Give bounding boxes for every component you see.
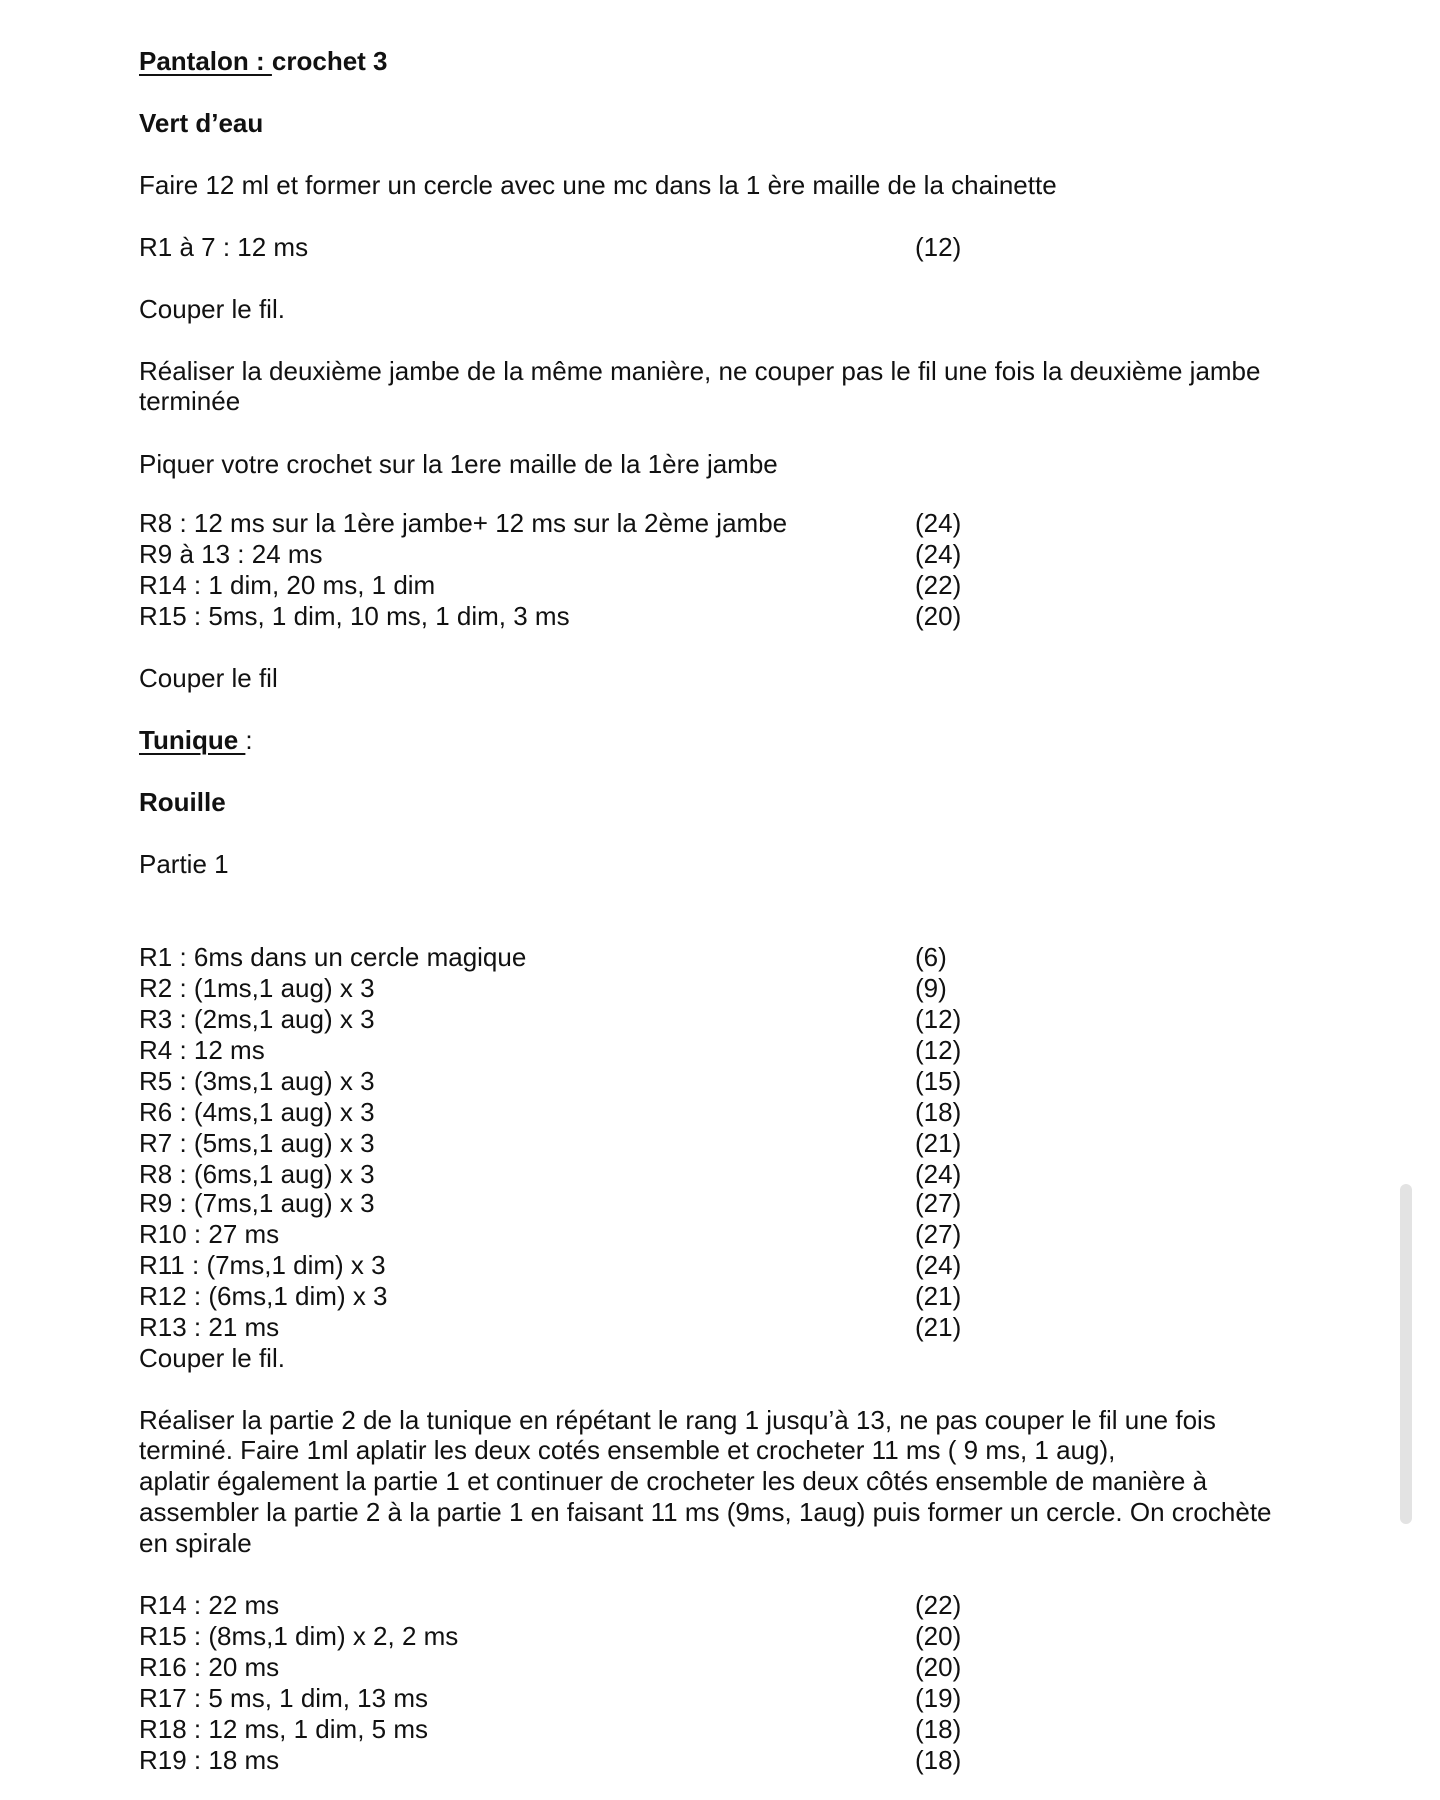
tunique-title: Tunique bbox=[139, 725, 246, 755]
pattern-row bbox=[139, 1066, 969, 1096]
row-count: (22) bbox=[915, 570, 962, 600]
pattern-row bbox=[139, 1035, 969, 1065]
tunique-part-1: Partie 1 bbox=[139, 849, 229, 879]
part2-line: terminé. Faire 1ml aplatir les deux cotés ensemble et crocheter 11 ms ( 9 ms, 1 aug), bbox=[139, 1435, 1116, 1465]
row-label: R8 : (6ms,1 aug) x 3 bbox=[139, 1159, 375, 1189]
row-label: R8 : 12 ms sur la 1ère jambe+ 12 ms sur la 2ème jambe bbox=[139, 508, 788, 538]
tunique-title-rest: : bbox=[245, 725, 253, 755]
row-count: (24) bbox=[915, 539, 962, 569]
row-label: R6 : (4ms,1 aug) x 3 bbox=[139, 1097, 375, 1127]
pattern-row bbox=[139, 1188, 969, 1218]
row-label: R15 : (8ms,1 dim) x 2, 2 ms bbox=[139, 1621, 459, 1651]
pattern-row bbox=[139, 570, 969, 600]
row-count: (24) bbox=[915, 1159, 962, 1189]
row-count: (20) bbox=[915, 1621, 962, 1651]
row-count: (24) bbox=[915, 1250, 962, 1280]
row-count: (27) bbox=[915, 1219, 962, 1249]
part2-line: Réaliser la partie 2 de la tunique en répétant le rang 1 jusqu’à 13, ne pas couper le fil une fois bbox=[139, 1405, 1216, 1435]
pantalon-heading bbox=[139, 46, 388, 76]
pattern-row bbox=[139, 601, 969, 631]
row-count: (22) bbox=[915, 1590, 962, 1620]
row-label: R17 : 5 ms, 1 dim, 13 ms bbox=[139, 1683, 428, 1713]
row-count: (6) bbox=[915, 942, 947, 972]
row-label: R3 : (2ms,1 aug) x 3 bbox=[139, 1004, 375, 1034]
pantalon-title-rest: crochet 3 bbox=[271, 46, 388, 76]
pattern-row bbox=[139, 1745, 969, 1775]
scrollbar-thumb[interactable] bbox=[1400, 1184, 1412, 1524]
pantalon-second-leg: Réaliser la deuxième jambe de la même manière, ne couper pas le fil une fois la deuxième jambe terminée bbox=[139, 356, 1261, 416]
pattern-row bbox=[139, 973, 969, 1003]
row-count: (24) bbox=[915, 508, 962, 538]
part2-line: en spirale bbox=[139, 1528, 252, 1558]
row-count: (21) bbox=[915, 1281, 962, 1311]
pattern-row bbox=[139, 1590, 969, 1620]
row-label: R9 à 13 : 24 ms bbox=[139, 539, 323, 569]
row-count: (12) bbox=[915, 1004, 962, 1034]
row-label: R18 : 12 ms, 1 dim, 5 ms bbox=[139, 1714, 428, 1744]
row-count: (18) bbox=[915, 1097, 962, 1127]
row-count: (20) bbox=[915, 601, 962, 631]
row-label: R2 : (1ms,1 aug) x 3 bbox=[139, 973, 375, 1003]
pattern-row bbox=[139, 1097, 969, 1127]
row-label: R11 : (7ms,1 dim) x 3 bbox=[139, 1250, 386, 1280]
row-count: (19) bbox=[915, 1683, 962, 1713]
row-label: R16 : 20 ms bbox=[139, 1652, 280, 1682]
row-label: R14 : 22 ms bbox=[139, 1590, 280, 1620]
row-label: R4 : 12 ms bbox=[139, 1035, 265, 1065]
row-label: R10 : 27 ms bbox=[139, 1219, 280, 1249]
row-label: R12 : (6ms,1 dim) x 3 bbox=[139, 1281, 388, 1311]
row-count: (9) bbox=[915, 973, 947, 1003]
row-count: (21) bbox=[915, 1312, 962, 1342]
row-count: (12) bbox=[915, 232, 962, 262]
row-label: R5 : (3ms,1 aug) x 3 bbox=[139, 1066, 375, 1096]
pattern-row bbox=[139, 1281, 969, 1311]
pattern-row bbox=[139, 1250, 969, 1280]
row-label: R7 : (5ms,1 aug) x 3 bbox=[139, 1128, 375, 1158]
row-label: R9 : (7ms,1 aug) x 3 bbox=[139, 1188, 375, 1218]
row-label: R14 : 1 dim, 20 ms, 1 dim bbox=[139, 570, 436, 600]
pattern-row bbox=[139, 1652, 969, 1682]
row-count: (18) bbox=[915, 1714, 962, 1744]
pattern-row bbox=[139, 942, 969, 972]
pattern-row bbox=[139, 1621, 969, 1651]
row-label: R1 à 7 : 12 ms bbox=[139, 232, 309, 262]
pattern-row bbox=[139, 1714, 969, 1744]
row-count: (20) bbox=[915, 1652, 962, 1682]
pattern-row bbox=[139, 508, 969, 538]
part2-line: assembler la partie 2 à la partie 1 en faisant 11 ms (9ms, 1aug) puis former un cercle. On crochète bbox=[139, 1497, 1272, 1527]
row-label: R15 : 5ms, 1 dim, 10 ms, 1 dim, 3 ms bbox=[139, 601, 570, 631]
row-count: (27) bbox=[915, 1188, 962, 1218]
tunique-cut: Couper le fil. bbox=[139, 1343, 285, 1373]
pantalon-intro: Faire 12 ml et former un cercle avec une mc dans la 1 ère maille de la chainette bbox=[139, 170, 1057, 200]
pattern-row bbox=[139, 1159, 969, 1189]
row-label: R19 : 18 ms bbox=[139, 1745, 280, 1775]
tunique-color: Rouille bbox=[139, 787, 226, 817]
pattern-row bbox=[139, 1004, 969, 1034]
tunique-heading bbox=[139, 725, 253, 755]
part2-line: aplatir également la partie 1 et continuer de crocheter les deux côtés ensemble de manière à bbox=[139, 1466, 1208, 1496]
row-count: (15) bbox=[915, 1066, 962, 1096]
pattern-row bbox=[139, 539, 969, 569]
row-count: (21) bbox=[915, 1128, 962, 1158]
pantalon-cut-1: Couper le fil. bbox=[139, 294, 285, 324]
row-label: R1 : 6ms dans un cercle magique bbox=[139, 942, 527, 972]
row-count: (12) bbox=[915, 1035, 962, 1065]
pattern-row bbox=[139, 232, 969, 262]
pantalon-color: Vert d’eau bbox=[139, 108, 264, 138]
pattern-row bbox=[139, 1312, 969, 1342]
pantalon-title: Pantalon : bbox=[139, 46, 272, 76]
row-count: (18) bbox=[915, 1745, 962, 1775]
pattern-row bbox=[139, 1683, 969, 1713]
pantalon-cut-2: Couper le fil bbox=[139, 663, 278, 693]
pattern-row bbox=[139, 1128, 969, 1158]
pattern-row bbox=[139, 1219, 969, 1249]
row-label: R13 : 21 ms bbox=[139, 1312, 280, 1342]
pantalon-pierce: Piquer votre crochet sur la 1ere maille de la 1ère jambe bbox=[139, 449, 778, 479]
